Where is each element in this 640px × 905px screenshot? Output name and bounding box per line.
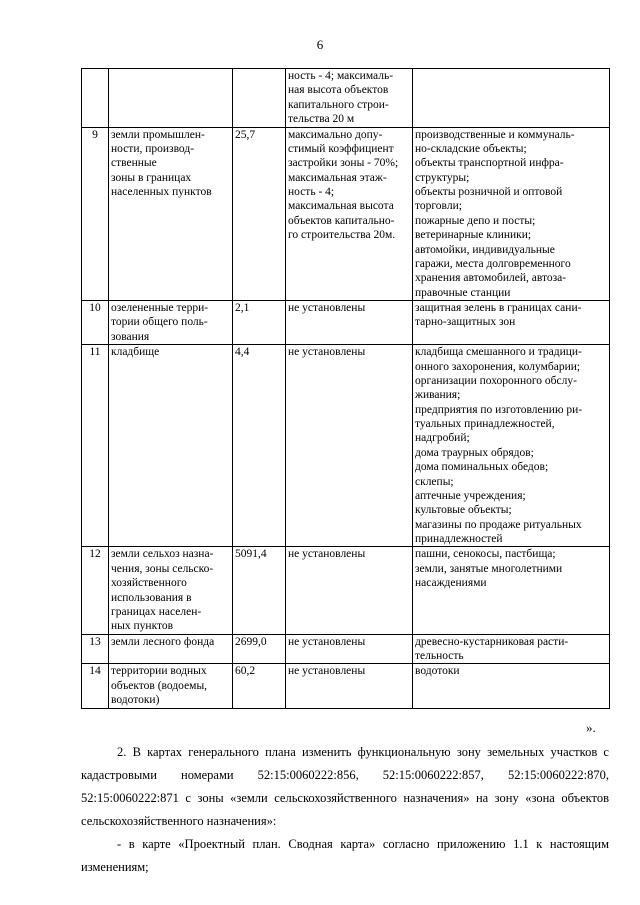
cell-number xyxy=(82,127,109,301)
cell-line: объектов (водоемы, xyxy=(111,679,208,692)
table-row xyxy=(82,69,610,128)
cell-text: 2699,0 xyxy=(235,635,267,648)
cell-zone-name xyxy=(109,301,233,345)
cell-text: 60,2 xyxy=(235,665,256,678)
cell-text: 5091,4 xyxy=(235,548,267,561)
cell-line: пашни, сенокосы, пастбища; xyxy=(415,548,556,561)
cell-line: максимально допу- xyxy=(288,128,383,141)
cell-line: производственные и коммуналь- xyxy=(415,128,575,141)
cell-line: не установлены xyxy=(288,346,366,359)
cell-permitted-uses xyxy=(413,127,610,301)
cell-line: пожарные депо и посты; xyxy=(415,214,536,227)
table-row xyxy=(82,664,610,708)
cell-area xyxy=(233,69,286,128)
cell-line: предприятия по изготовлению ри- xyxy=(415,403,583,416)
cell-permitted-uses xyxy=(413,664,610,708)
cell-line: хозяйственного xyxy=(111,577,187,590)
cell-line: дома поминальных обедов; xyxy=(415,461,549,474)
cell-line: объектов капитально- xyxy=(288,214,395,227)
zones-table xyxy=(81,68,610,709)
cell-number xyxy=(82,547,109,634)
cell-line: тельность xyxy=(415,650,464,662)
cell-line: ность - 4; максималь- xyxy=(288,70,394,82)
cell-text: 14 xyxy=(89,665,101,678)
cell-line: озелененные терри- xyxy=(111,302,209,314)
cell-line: надгробий; xyxy=(415,432,470,445)
cell-line: границах населен- xyxy=(111,605,202,618)
cell-area xyxy=(233,547,286,634)
cell-line: населенных пунктов xyxy=(111,186,212,198)
cell-zone-name xyxy=(109,69,233,128)
cell-parameters xyxy=(286,664,413,708)
cell-zone-name xyxy=(109,547,233,634)
cell-area xyxy=(233,127,286,301)
cell-text: 25,7 xyxy=(235,128,256,141)
cell-line: магазины по продаже ритуальных xyxy=(415,518,582,531)
cell-number xyxy=(82,664,109,708)
cell-line: гаражи, места долговременного xyxy=(415,257,571,270)
cell-text: 9 xyxy=(92,128,98,141)
cell-line: тельства 20 м xyxy=(288,113,355,126)
cell-line: но-складские объекты; xyxy=(415,142,527,155)
cell-line: древесно-кустарниковая расти- xyxy=(415,635,569,648)
cell-parameters xyxy=(286,301,413,345)
paragraph-2: 2. В картах генерального плана изменить функциональную зону земельных участков с кадастровыми номерами 52:15:0060222:856, 52:15:0060222:857, 52:15:0060222:870, 52:15:0060222:871 с зоны «земли сельскохозяйственного назначения» на зону «зона объектов сельскохозяйственного назначения»: xyxy=(81,745,609,828)
cell-line: кладбище xyxy=(111,346,160,359)
cell-text: 13 xyxy=(89,635,101,648)
table-row xyxy=(82,634,610,664)
cell-line: дома траурных обрядов; xyxy=(415,446,534,459)
table-row xyxy=(82,301,610,345)
cell-parameters xyxy=(286,345,413,547)
cell-line: ственные xyxy=(111,157,157,170)
cell-line: склепы; xyxy=(415,475,454,488)
cell-parameters xyxy=(286,634,413,664)
cell-line: ная высота объектов xyxy=(288,84,389,97)
cell-line: правочные станции xyxy=(415,286,511,299)
cell-zone-name xyxy=(109,664,233,708)
cell-parameters xyxy=(286,69,413,128)
cell-line: хранения автомобилей, автоза- xyxy=(415,272,567,285)
cell-line: ных пунктов xyxy=(111,620,174,633)
cell-zone-name xyxy=(109,127,233,301)
cell-line: структуры; xyxy=(415,171,470,184)
cell-line: территории водных xyxy=(111,665,207,678)
cell-line: водотоки xyxy=(415,665,460,678)
cell-line: земли промышлен- xyxy=(111,128,205,141)
cell-line: тарно-защитных зон xyxy=(415,316,516,329)
cell-line: чения, зоны сельско- xyxy=(111,562,214,575)
cell-area xyxy=(233,345,286,547)
cell-line: кладбища смешанного и традици- xyxy=(415,346,582,359)
cell-line: не установлены xyxy=(288,635,366,648)
cell-line: автомойки, индивидуальные xyxy=(415,243,555,256)
cell-line: максимальная этаж- xyxy=(288,171,387,184)
closing-quote: ». xyxy=(586,720,596,735)
cell-line: земли лесного фонда xyxy=(111,635,215,648)
cell-number xyxy=(82,634,109,664)
cell-permitted-uses xyxy=(413,634,610,664)
page-number: 6 xyxy=(316,37,324,52)
table-row xyxy=(82,345,610,547)
cell-line: зования xyxy=(111,330,150,343)
cell-number xyxy=(82,69,109,128)
cell-line: водотоки) xyxy=(111,694,160,707)
cell-text: 2,1 xyxy=(235,302,250,314)
cell-line: ветеринарные клиники; xyxy=(415,229,532,242)
cell-line: живания; xyxy=(415,389,461,402)
cell-line: онного захоронения, колумбарии; xyxy=(415,360,581,373)
cell-permitted-uses xyxy=(413,301,610,345)
cell-text: 11 xyxy=(89,346,101,359)
cell-text: 12 xyxy=(89,548,101,561)
cell-line: использования в xyxy=(111,591,192,604)
cell-area xyxy=(233,664,286,708)
cell-line: земли сельхоз назна- xyxy=(111,548,214,561)
cell-line: торговли; xyxy=(415,200,462,213)
cell-number xyxy=(82,301,109,345)
cell-parameters xyxy=(286,127,413,301)
cell-line: культовые объекты; xyxy=(415,504,512,517)
cell-line: не установлены xyxy=(288,665,366,678)
cell-permitted-uses xyxy=(413,547,610,634)
cell-line: организации похоронного обслу- xyxy=(415,374,577,387)
cell-area xyxy=(233,301,286,345)
cell-line: ности, производ- xyxy=(111,142,195,155)
cell-zone-name xyxy=(109,345,233,547)
table-row xyxy=(82,127,610,301)
cell-line: защитная зелень в границах сани- xyxy=(415,302,582,314)
cell-text: 10 xyxy=(89,302,101,314)
cell-line: тории общего поль- xyxy=(111,316,208,329)
cell-line: объекты транспортной инфра- xyxy=(415,157,564,170)
cell-line: принадлежностей xyxy=(415,533,503,545)
cell-permitted-uses xyxy=(413,345,610,547)
cell-line: земли, занятые многолетними xyxy=(415,562,563,575)
cell-line: объекты розничной и оптовой xyxy=(415,186,563,198)
cell-line: аптечные учреждения; xyxy=(415,489,526,502)
cell-line: не установлены xyxy=(288,302,366,314)
cell-line: застройки зоны - 70%; xyxy=(288,157,399,170)
cell-line: не установлены xyxy=(288,548,366,561)
table-row xyxy=(82,547,610,634)
cell-parameters xyxy=(286,547,413,634)
cell-text: 4,4 xyxy=(235,346,250,359)
cell-line: го строительства 20м. xyxy=(288,229,396,242)
cell-line: ность - 4; xyxy=(288,186,335,198)
cell-line: стимый коэффициент xyxy=(288,142,394,155)
paragraph-2-item: - в карте «Проектный план. Сводная карта» согласно приложению 1.1 к настоящим изменениям; xyxy=(81,837,609,874)
cell-line: зоны в границах xyxy=(111,171,192,184)
cell-permitted-uses xyxy=(413,69,610,128)
cell-line: туальных принадлежностей, xyxy=(415,418,555,430)
cell-line: максимальная высота xyxy=(288,200,394,213)
cell-area xyxy=(233,634,286,664)
cell-zone-name xyxy=(109,634,233,664)
cell-line: насаждениями xyxy=(415,577,487,590)
cell-line: капитального строи- xyxy=(288,98,389,111)
cell-number xyxy=(82,345,109,547)
